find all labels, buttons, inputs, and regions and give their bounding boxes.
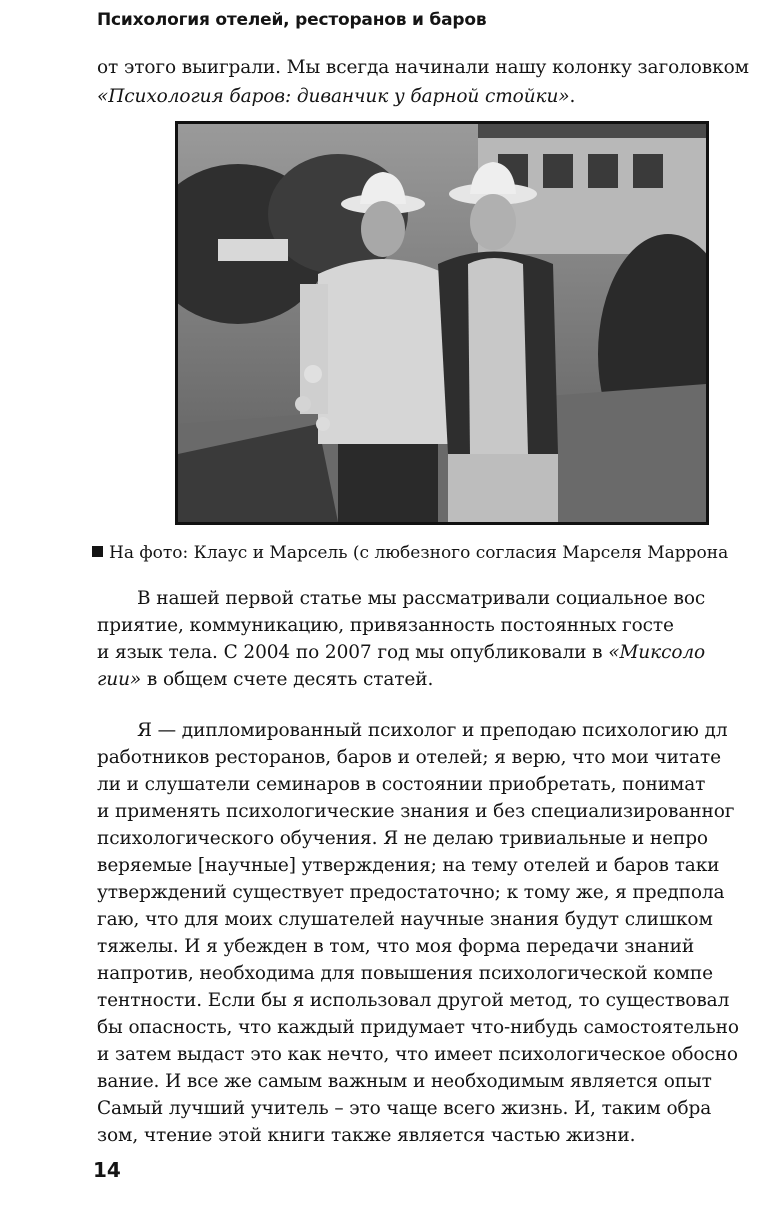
- paragraph-1-line-3: [97, 642, 705, 663]
- caption-square-icon: [92, 546, 103, 557]
- paragraph-2-line-1: Я — дипломированный психолог и преподаю психологию дл: [137, 720, 728, 741]
- paragraph-1-italic-start: «Миксоло: [608, 642, 706, 663]
- paragraph-2-line-16: зом, чтение этой книги также является частью жизни.: [97, 1125, 636, 1146]
- paragraph-2-line-8: гаю, что для моих слушателей научные знания будут слишком: [97, 909, 713, 930]
- paragraph-2-line-14: вание. И все же самым важным и необходимым является опыт: [97, 1071, 712, 1092]
- paragraph-2-line-6: веряемые [научные] утверждения; на тему отелей и баров таки: [97, 855, 720, 876]
- running-head: Психология отелей, ресторанов и баров: [97, 10, 487, 30]
- paragraph-2-line-12: бы опасность, что каждый придумает что-нибудь самостоятельно: [97, 1017, 739, 1038]
- photo-image: [178, 124, 706, 522]
- paragraph-1-line-4-end: в общем счете десять статей.: [141, 669, 434, 690]
- paragraph-1-line-4: [97, 669, 433, 690]
- photo-caption: [92, 543, 728, 563]
- paragraph-1-line-2: приятие, коммуникацию, привязанность постоянных госте: [97, 615, 674, 636]
- intro-line-2-end: .: [569, 86, 576, 107]
- paragraph-2-line-5: психологического обучения. Я не делаю тривиальные и непро: [97, 828, 708, 849]
- paragraph-2-line-10: напротив, необходима для повышения психологической компе: [97, 963, 713, 984]
- paragraph-1-line-3-start: и язык тела. С 2004 по 2007 год мы опубликовали в: [97, 642, 609, 663]
- paragraph-2-line-11: тентности. Если бы я использовал другой метод, то существовал: [97, 990, 730, 1011]
- intro-title-italic: «Психология баров: диванчик у барной стойки»: [97, 86, 570, 107]
- paragraph-2-line-2: работников ресторанов, баров и отелей; я верю, что мои читате: [97, 747, 721, 768]
- intro-line-1: от этого выиграли. Мы всегда начинали нашу колонку заголовком: [97, 57, 749, 78]
- paragraph-2-line-9: тяжелы. И я убежден в том, что моя форма передачи знаний: [97, 936, 695, 957]
- paragraph-2-line-13: и затем выдаст это как нечто, что имеет психологическое обосно: [97, 1044, 738, 1065]
- photo-caption-text: На фото: Клаус и Марсель (с любезного согласия Марселя Маррона: [109, 543, 729, 563]
- paragraph-2-line-15: Самый лучший учитель – это чаще всего жизнь. И, таким обра: [97, 1098, 712, 1119]
- paragraph-1-line-1: В нашей первой статье мы рассматривали социальное вос: [137, 588, 706, 609]
- intro-line-2: [97, 86, 575, 107]
- photo: [175, 121, 709, 525]
- paragraph-2-line-7: утверждений существует предостаточно; к тому же, я предпола: [97, 882, 725, 903]
- page-number: 14: [93, 1158, 121, 1182]
- paragraph-2-line-3: ли и слушатели семинаров в состоянии приобретать, понимат: [97, 774, 706, 795]
- paragraph-2-line-4: и применять психологические знания и без специализированног: [97, 801, 735, 822]
- paragraph-1-italic-end: гии»: [97, 669, 142, 690]
